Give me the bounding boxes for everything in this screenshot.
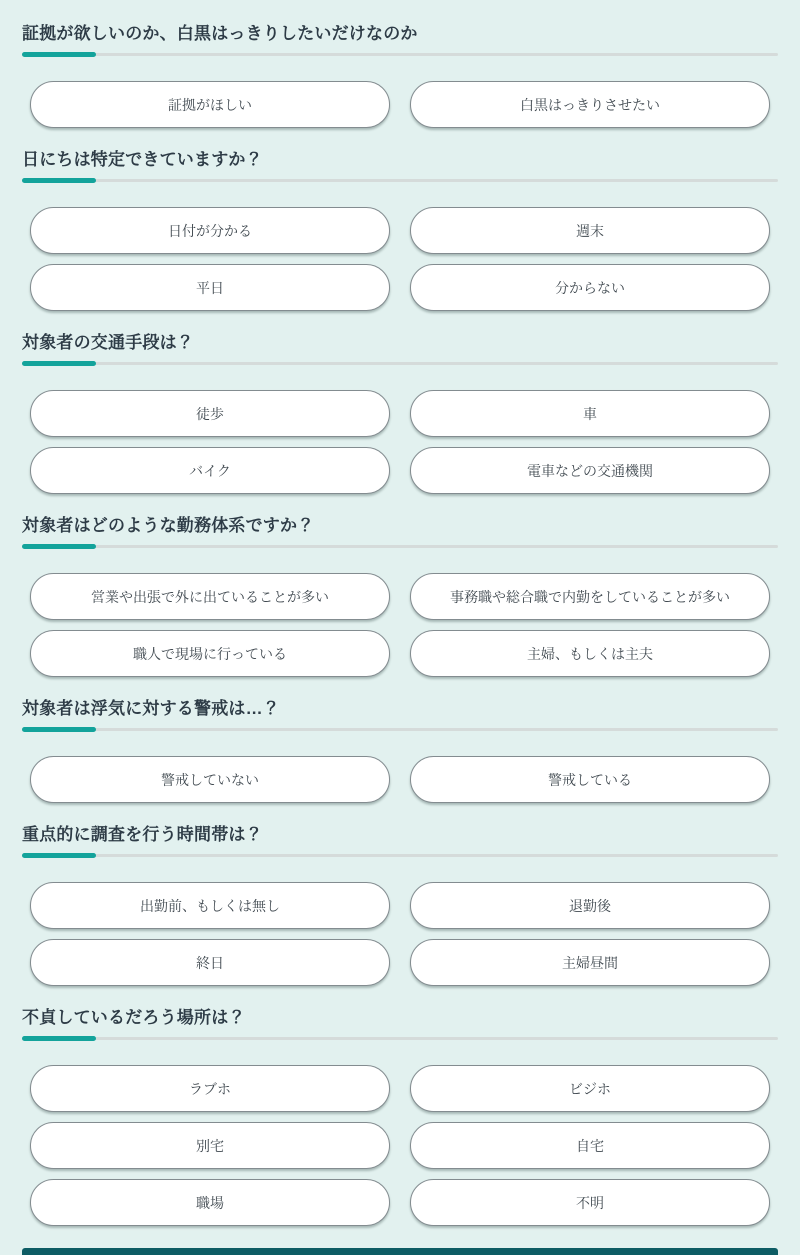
option-button[interactable]: 別宅 (30, 1122, 390, 1169)
section-divider (22, 853, 778, 858)
question-heading: 対象者はどのような勤務体系ですか？ (22, 516, 315, 535)
option-button[interactable]: 営業や出張で外に出ていることが多い (30, 573, 390, 620)
options-grid (22, 390, 778, 494)
options-grid (22, 882, 778, 986)
option-button[interactable]: ラブホ (30, 1065, 390, 1112)
option-button[interactable]: 主婦、もしくは主夫 (410, 630, 770, 677)
option-button[interactable]: 終日 (30, 939, 390, 986)
question-heading: 重点的に調査を行う時間帯は？ (22, 825, 263, 844)
divider-track (22, 53, 778, 56)
question-section (22, 24, 778, 128)
option-button[interactable]: 証拠がほしい (30, 81, 390, 128)
option-button[interactable]: 退勤後 (410, 882, 770, 929)
option-button[interactable]: 警戒している (410, 756, 770, 803)
divider-accent (22, 178, 96, 183)
divider-track (22, 179, 778, 182)
section-divider (22, 178, 778, 183)
options-grid (22, 81, 778, 128)
question-section (22, 150, 778, 311)
option-button[interactable]: 平日 (30, 264, 390, 311)
options-grid (22, 1065, 778, 1226)
options-grid (22, 756, 778, 803)
divider-track (22, 1037, 778, 1040)
divider-track (22, 728, 778, 731)
option-button[interactable]: 職人で現場に行っている (30, 630, 390, 677)
divider-track (22, 545, 778, 548)
option-button[interactable]: 白黒はっきりさせたい (410, 81, 770, 128)
divider-accent (22, 1036, 96, 1041)
options-grid (22, 573, 778, 677)
section-divider (22, 544, 778, 549)
option-button[interactable]: 週末 (410, 207, 770, 254)
question-section (22, 699, 778, 803)
option-button[interactable]: 分からない (410, 264, 770, 311)
option-button[interactable]: 日付が分かる (30, 207, 390, 254)
divider-track (22, 854, 778, 857)
question-section (22, 333, 778, 494)
question-sections (22, 24, 778, 1226)
option-button[interactable]: バイク (30, 447, 390, 494)
divider-accent (22, 727, 96, 732)
section-divider (22, 1036, 778, 1041)
divider-accent (22, 544, 96, 549)
question-heading: 不貞しているだろう場所は？ (22, 1008, 246, 1027)
option-button[interactable]: 電車などの交通機関 (410, 447, 770, 494)
question-heading: 対象者の交通手段は？ (22, 333, 194, 352)
option-button[interactable]: 主婦昼間 (410, 939, 770, 986)
question-section (22, 516, 778, 677)
question-heading: 対象者は浮気に対する警戒は…？ (22, 699, 280, 718)
question-section (22, 1008, 778, 1226)
option-button[interactable]: 自宅 (410, 1122, 770, 1169)
section-divider (22, 52, 778, 57)
section-divider (22, 361, 778, 366)
options-grid (22, 207, 778, 311)
divider-track (22, 362, 778, 365)
section-divider (22, 727, 778, 732)
divider-accent (22, 853, 96, 858)
next-section-top-edge (22, 1248, 778, 1255)
option-button[interactable]: ビジホ (410, 1065, 770, 1112)
divider-accent (22, 52, 96, 57)
option-button[interactable]: 事務職や総合職で内勤をしていることが多い (410, 573, 770, 620)
option-button[interactable]: 徒歩 (30, 390, 390, 437)
option-button[interactable]: 警戒していない (30, 756, 390, 803)
option-button[interactable]: 職場 (30, 1179, 390, 1226)
question-section (22, 825, 778, 986)
option-button[interactable]: 出勤前、もしくは無し (30, 882, 390, 929)
question-heading: 証拠が欲しいのか、白黒はっきりしたいだけなのか (22, 24, 418, 43)
divider-accent (22, 361, 96, 366)
option-button[interactable]: 車 (410, 390, 770, 437)
question-heading: 日にちは特定できていますか？ (22, 150, 263, 169)
option-button[interactable]: 不明 (410, 1179, 770, 1226)
